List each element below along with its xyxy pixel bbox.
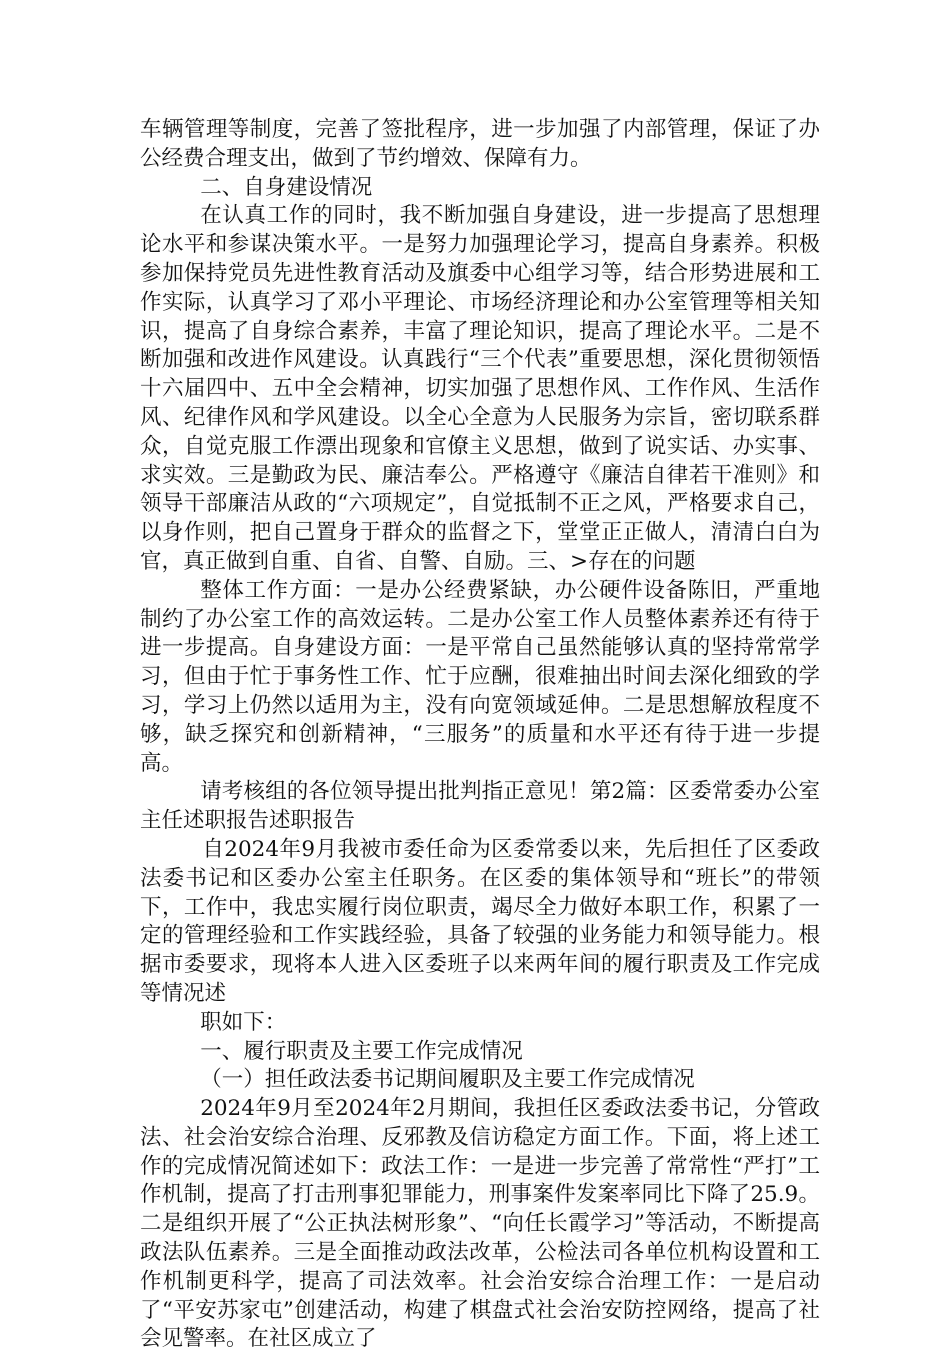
paragraph-political-legal-work: 2024年9月至2024年2月期间，我担任区委政法委书记，分管政法、社会治安综合治理、反邪教及信访稳定方面工作。下面，将上述工作的完成情况简述如下：政法工作：一是进一步完善了常常性“严打”工作机制，提高了打击刑事犯罪能力，刑事案件发案率同比下降了25.9。二是组织开展了“公正执法树形象”、“向任长霞学习”等活动，不断提高政法队伍素养。三是全面推动政法改革，公检法司各单位机构设置和工作机制更科学，提高了司法效率。社会治安综合治理工作：一是启动了“平安苏家屯”创建活动，构建了棋盘式社会治安防控网络，提高了社会见警率。在社区成立了 xyxy=(140,1096,820,1352)
paragraph-report-intro: 自2024年9月我被市委任命为区委常委以来，先后担任了区委政法委书记和区委办公室主任职务。在区委的集体领导和“班长”的带领下，工作中，我忠实履行岗位职责，竭尽全力做好本职工作，积累了一定的管理经验和工作实践经验，具备了较强的业务能力和领导能力。根据市委要求，现将本人进入区委班子以来两年间的履行职责及工作完成等情况述 xyxy=(140,836,820,1006)
paragraph-problems: 整体工作方面：一是办公经费紧缺，办公硬件设备陈旧，严重地制约了办公室工作的高效运转。二是办公室工作人员整体素养还有待于进一步提高。自身建设方面：一是平常自己虽然能够认真的坚持常常学习，但由于忙于事务性工作、忙于应酬，很难抽出时间去深化细致的学习，学习上仍然以适用为主，没有向宽领域延伸。二是思想解放程度不够，缺乏探究和创新精神，“三服务”的质量和水平还有待于进一步提高。 xyxy=(140,577,820,776)
document-body xyxy=(140,116,820,1354)
subsection-heading-political-legal: （一）担任政法委书记期间履职及主要工作完成情况 xyxy=(200,1067,695,1093)
paragraph-closing-and-title: 请考核组的各位领导提出批判指正意见！第2篇：区委常委办公室主任述职报告述职报告 xyxy=(140,779,820,834)
section-heading-self-construction: 二、自身建设情况 xyxy=(200,174,373,200)
section-heading-duties: 一、履行职责及主要工作完成情况 xyxy=(200,1038,523,1064)
paragraph-self-construction: 在认真工作的同时，我不断加强自身建设，进一步提高了思想理论水平和参谋决策水平。一是努力加强理论学习，提高自身素养。积极参加保持党员先进性教育活动及旗委中心组学习等，结合形势进展和工作实际，认真学习了邓小平理论、市场经济理论和办公室管理等相关知识，提高了自身综合素养，丰富了理论知识，提高了理论水平。二是不断加强和改进作风建设。认真践行“三个代表”重要思想，深化贯彻领悟十六届四中、五中全会精神，切实加强了思想作风、工作作风、生活作风、纪律作风和学风建设。以全心全意为人民服务为宗旨，密切联系群众，自觉克服工作漂出现象和官僚主义思想，做到了说实话、办实事、求实效。三是勤政为民、廉洁奉公。严格遵守《廉洁自律若干准则》和领导干部廉洁从政的“六项规定”，自觉抵制不正之风，严格要求自己，以身作则，把自己置身于群众的监督之下，堂堂正正做人，清清白白为官，真正做到自重、自省、自警、自励。三、>存在的问题 xyxy=(140,203,820,574)
paragraph-continued: 车辆管理等制度，完善了签批程序，进一步加强了内部管理，保证了办公经费合理支出，做到了节约增效、保障有力。 xyxy=(140,117,820,171)
paragraph-report-intro-end: 职如下： xyxy=(200,1009,287,1035)
